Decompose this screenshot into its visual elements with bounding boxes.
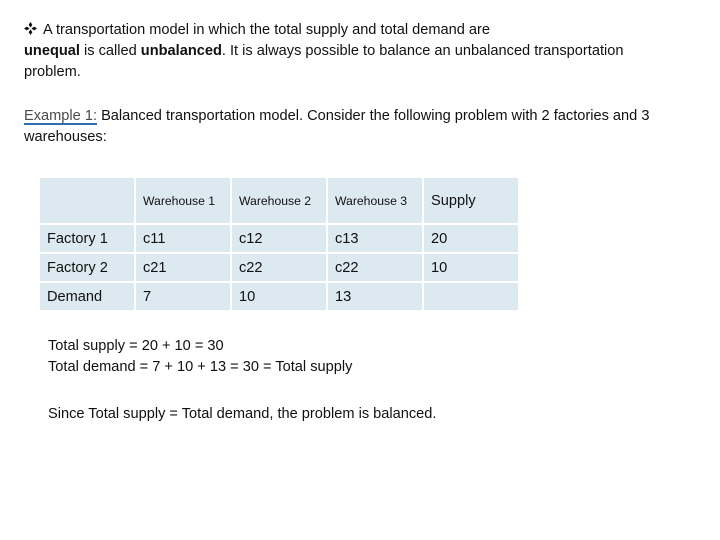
table-cell: 10 bbox=[231, 282, 327, 311]
intro-text-2: is called bbox=[79, 43, 141, 59]
intro-text-1: A transportation model in which the total supply and total demand are bbox=[43, 22, 491, 38]
table-header-row bbox=[39, 178, 519, 224]
intro-bold-unbalanced: unbalanced bbox=[140, 43, 222, 59]
example-paragraph bbox=[24, 106, 664, 148]
header-supply: Supply bbox=[423, 178, 519, 224]
table-cell: c22 bbox=[327, 253, 423, 282]
table-cell-supply: 20 bbox=[423, 224, 519, 253]
intro-text-3: . It is always possible to balance an unbalanced transportation problem. bbox=[24, 43, 624, 80]
example-label: Example 1: bbox=[24, 108, 98, 124]
transportation-table bbox=[38, 178, 520, 312]
header-warehouse-3: Warehouse 3 bbox=[327, 178, 423, 224]
header-corner-cell bbox=[39, 178, 135, 224]
totals-block bbox=[48, 336, 352, 378]
table-row bbox=[39, 253, 519, 282]
table-cell: 7 bbox=[135, 282, 231, 311]
diamond-bullet-icon bbox=[24, 22, 37, 35]
table-cell: c13 bbox=[327, 224, 423, 253]
example-text: Balanced transportation model. Consider the following problem with 2 factories and 3 warehouses: bbox=[24, 108, 650, 145]
intro-paragraph bbox=[24, 20, 624, 83]
table-cell: c21 bbox=[135, 253, 231, 282]
intro-bold-unequal: unequal bbox=[24, 43, 80, 59]
table-cell: c12 bbox=[231, 224, 327, 253]
conclusion-text: Since Total supply = Total demand, the problem is balanced. bbox=[48, 406, 437, 422]
table-cell-empty bbox=[423, 282, 519, 311]
total-demand-line: Total demand = 7 + 10 + 13 = 30 = Total supply bbox=[48, 359, 353, 375]
row-label-factory-2: Factory 2 bbox=[39, 253, 135, 282]
row-label-demand: Demand bbox=[39, 282, 135, 311]
total-supply-line: Total supply = 20 + 10 = 30 bbox=[48, 338, 224, 354]
table-row bbox=[39, 224, 519, 253]
table-cell: c22 bbox=[231, 253, 327, 282]
table-cell: c11 bbox=[135, 224, 231, 253]
table-cell: 13 bbox=[327, 282, 423, 311]
table-cell-supply: 10 bbox=[423, 253, 519, 282]
header-warehouse-2: Warehouse 2 bbox=[231, 178, 327, 224]
table-row bbox=[39, 282, 519, 311]
header-warehouse-1: Warehouse 1 bbox=[135, 178, 231, 224]
row-label-factory-1: Factory 1 bbox=[39, 224, 135, 253]
